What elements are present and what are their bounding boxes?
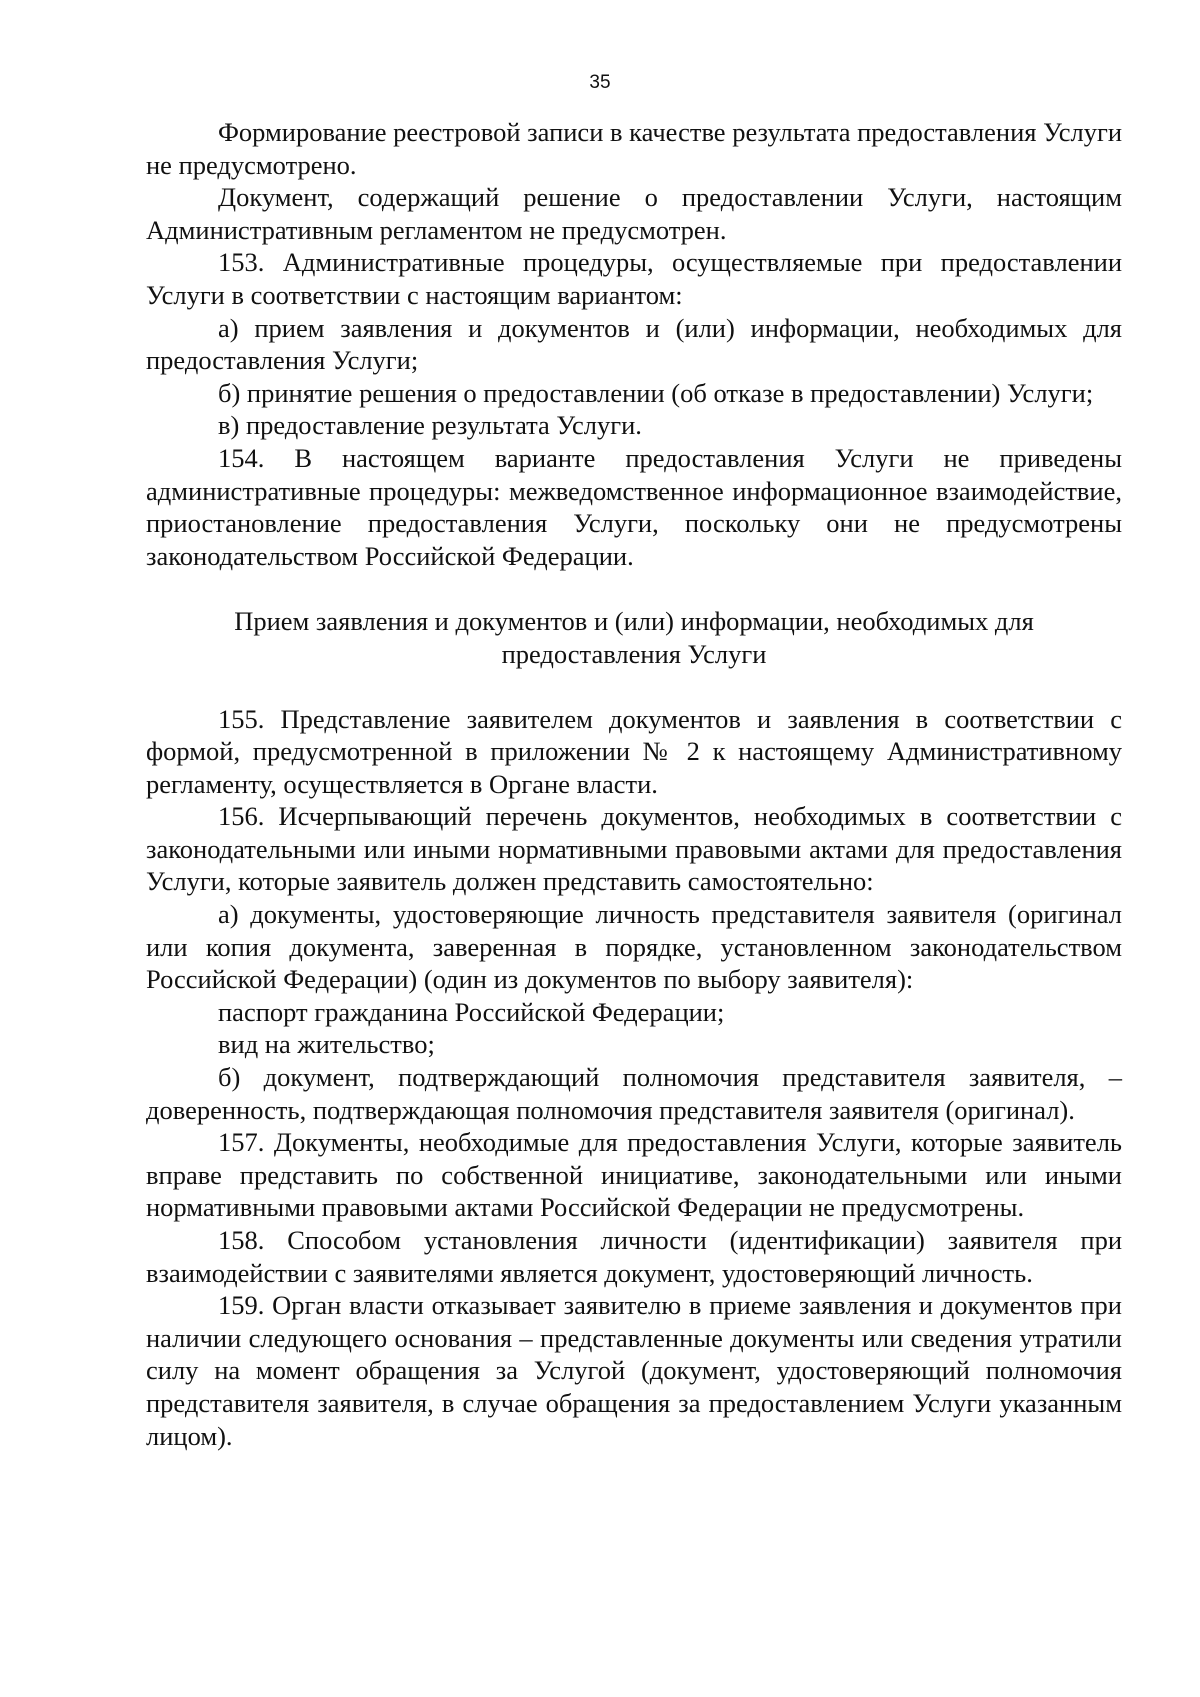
document-body <box>146 116 1122 1452</box>
paragraph-153-v: в) предоставление результата Услуги. <box>218 410 642 441</box>
paragraph-157: 157. Документы, необходимые для предоставления Услуги, которые заявитель вправе представить по собственной инициативе, законодательными или иными нормативными правовыми актами Российской Федерации не предусмотрены. <box>146 1127 1122 1223</box>
paragraph-registry-record: Формирование реестровой записи в качестве результата предоставления Услуги не предусмотрено. <box>146 117 1122 180</box>
section-heading-line-1: Прием заявления и документов и (или) информации, необходимых для <box>234 606 1034 637</box>
page-number: 35 <box>589 72 611 93</box>
paragraph-156: 156. Исчерпывающий перечень документов, необходимых в соответствии с законодательными или иными нормативными правовыми актами для предоставления Услуги, которые заявитель должен представить самостоятельно: <box>146 801 1122 897</box>
paragraph-158: 158. Способом установления личности (идентификации) заявителя при взаимодействии с заявителями является документ, удостоверяющий личность. <box>146 1225 1122 1288</box>
paragraph-156-b: б) документ, подтверждающий полномочия представителя заявителя, – доверенность, подтверждающая полномочия представителя заявителя (оригинал). <box>146 1062 1122 1125</box>
paragraph-153-a: а) прием заявления и документов и (или) информации, необходимых для предоставления Услуги; <box>146 312 1122 376</box>
paragraph-154: 154. В настоящем варианте предоставления Услуги не приведены административные процедуры: межведомственное информационное взаимодействие, приостановление предоставления Услуги, поскольку они не предусмотрены законодательством Российской Федерации. <box>146 442 1122 571</box>
paragraph-159: 159. Орган власти отказывает заявителю в приеме заявления и документов при наличии следующего основания – представленные документы или сведения утратили силу на момент обращения за Услугой (документ, удостоверяющий полномочия представителя заявителя, в случае обращения за предоставлением Услуги указанным лицом). <box>146 1290 1122 1451</box>
section-heading-line-2: предоставления Услуги <box>501 638 767 669</box>
paragraph-155: 155. Представление заявителем документов и заявления в соответствии с формой, предусмотренной в приложении № 2 к настоящему Административному регламенту, осуществляется в Органе власти. <box>146 703 1122 799</box>
section-heading <box>146 605 1122 670</box>
paragraph-153-b: б) принятие решения о предоставлении (об отказе в предоставлении) Услуги; <box>218 377 1094 408</box>
paragraph-residence-permit: вид на жительство; <box>218 1029 435 1060</box>
paragraph-decision-document: Документ, содержащий решение о предоставлении Услуги, настоящим Административным регламентом не предусмотрен. <box>146 182 1122 245</box>
paragraph-156-a: а) документы, удостоверяющие личность представителя заявителя (оригинал или копия документа, заверенная в порядке, установленном законодательством Российской Федерации) (один из документов по выбору заявителя): <box>146 899 1122 995</box>
paragraph-153: 153. Административные процедуры, осуществляемые при предоставлении Услуги в соответствии с настоящим вариантом: <box>146 247 1122 310</box>
paragraph-passport: паспорт гражданина Российской Федерации; <box>218 996 725 1027</box>
